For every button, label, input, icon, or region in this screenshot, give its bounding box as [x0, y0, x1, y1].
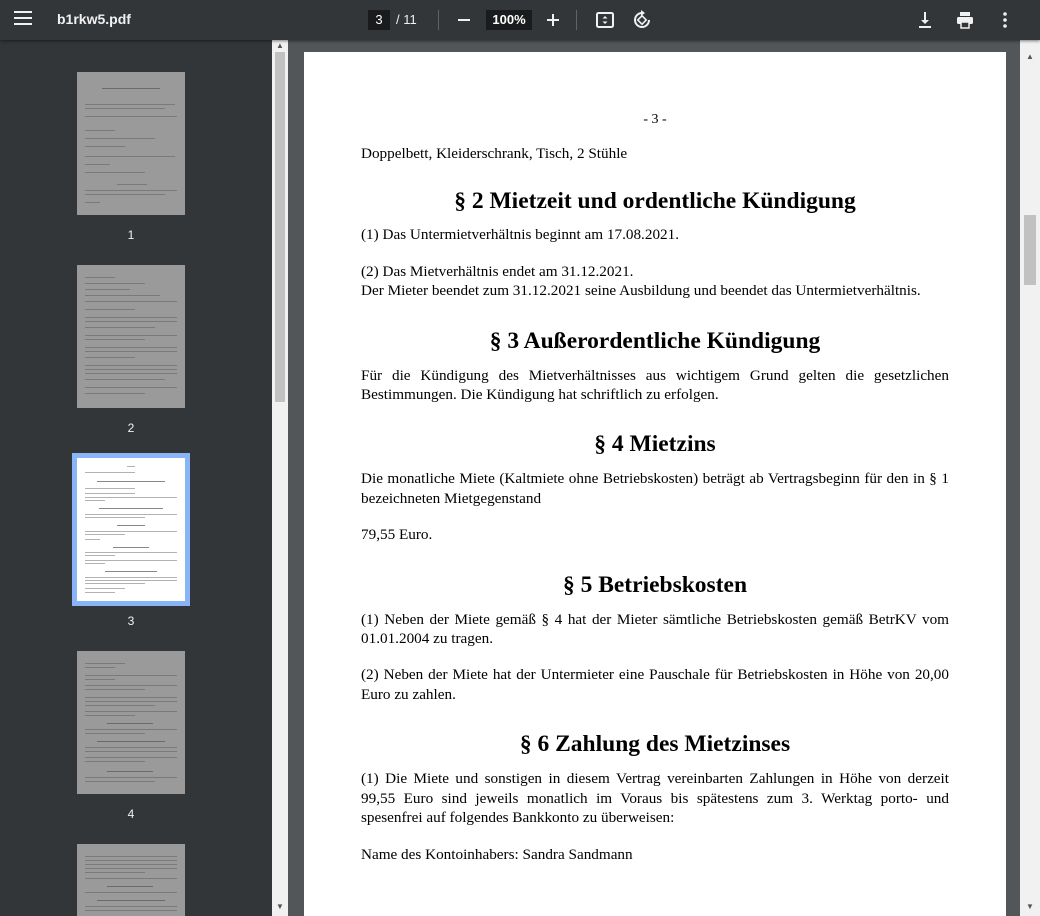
- paragraph: (1) Neben der Miete gemäß § 4 hat der Mieter sämtliche Betriebskosten gemäß BetrKV vom 01.01.2004 zu tragen.: [361, 610, 949, 648]
- paragraph: Name des Kontoinhabers: Sandra Sandmann: [361, 845, 633, 863]
- more-icon[interactable]: [993, 8, 1017, 32]
- page-number-input[interactable]: 3: [368, 10, 390, 30]
- section-heading: § 6 Zahlung des Mietzinses: [519, 731, 791, 758]
- page-thumbnail-2[interactable]: [77, 265, 185, 408]
- document-viewer: [288, 40, 1020, 916]
- page-thumbnail-3[interactable]: [77, 458, 185, 601]
- rotate-icon[interactable]: [630, 8, 654, 32]
- thumbnail-page-label: 2: [127, 421, 135, 435]
- menu-icon[interactable]: [14, 11, 32, 29]
- thumbnail-page-label: 4: [127, 807, 135, 821]
- paragraph: (2) Neben der Miete hat der Untermieter eine Pauschale für Betriebskosten in Höhe von 20,00 Euro zu zahlen.: [361, 666, 949, 703]
- section-heading: § 4 Mietzins: [594, 431, 716, 458]
- main-scroll-thumb[interactable]: [1024, 215, 1036, 285]
- scroll-up-icon[interactable]: ▲: [276, 41, 284, 50]
- divider: [438, 10, 439, 30]
- zoom-level-input[interactable]: 100%: [486, 10, 532, 30]
- paragraph: Die monatliche Miete (Kaltmiete ohne Betriebskosten) beträgt ab Vertragsbeginn für den in § 1 bezeichneten Mietgegenstand: [361, 470, 949, 507]
- main-scrollbar[interactable]: [1020, 40, 1040, 916]
- thumbnail-page-label: 3: [127, 614, 135, 628]
- paragraph: (2) Das Mietverhältnis endet am 31.12.2021. Der Mieter beendet zum 31.12.2021 seine Ausbildung und beendet das Untermietverhältnis.: [361, 262, 921, 300]
- thumbnail-page-label: 1: [127, 228, 135, 242]
- pdf-page: [304, 52, 1006, 916]
- page-number: - 3 -: [643, 112, 667, 127]
- print-icon[interactable]: [953, 8, 977, 32]
- thumbnail-sidebar: [0, 40, 272, 916]
- sidebar-scroll-thumb[interactable]: [275, 52, 285, 402]
- zoom-out-icon[interactable]: [452, 8, 476, 32]
- section-heading: § 2 Mietzeit und ordentliche Kündigung: [454, 188, 856, 215]
- sidebar-scrollbar[interactable]: [272, 40, 288, 916]
- scroll-down-icon[interactable]: ▼: [276, 902, 284, 911]
- intro-text: Doppelbett, Kleiderschrank, Tisch, 2 Stühle: [361, 145, 628, 162]
- paragraph: (1) Das Untermietverhältnis beginnt am 17.08.2021.: [361, 226, 680, 244]
- page-content: [361, 144, 949, 864]
- section-heading: § 3 Außerordentliche Kündigung: [489, 327, 821, 354]
- download-icon[interactable]: [913, 8, 937, 32]
- divider: [576, 10, 577, 30]
- section-heading: § 5 Betriebskosten: [562, 571, 748, 598]
- page-thumbnail-4[interactable]: [77, 651, 185, 794]
- paragraph: (1) Die Miete und sonstigen in diesem Vertrag vereinbarten Zahlungen in Höhe von derzeit 99,55 Euro sind jeweils monatlich im Voraus bis spätestens zum 3. Werktag porto- und spesenfrei auf folgendes Bankkonto zu überweisen:: [361, 770, 949, 827]
- page-thumbnail-5[interactable]: [77, 844, 185, 916]
- zoom-in-icon[interactable]: [541, 8, 565, 32]
- paragraph: 79,55 Euro.: [361, 526, 433, 544]
- paragraph: Für die Kündigung des Mietverhältnisses aus wichtigem Grund gelten die gesetzlichen Bestimmungen. Die Kündigung hat schriftlich zu erfolgen.: [361, 366, 949, 404]
- toolbar: [0, 0, 1040, 40]
- page-total: / 11: [396, 12, 417, 27]
- scroll-up-icon[interactable]: ▲: [1026, 52, 1034, 61]
- fit-page-icon[interactable]: [593, 8, 617, 32]
- page-thumbnail-1[interactable]: [77, 72, 185, 215]
- scroll-down-icon[interactable]: ▼: [1026, 902, 1034, 911]
- document-title: b1rkw5.pdf: [57, 11, 131, 27]
